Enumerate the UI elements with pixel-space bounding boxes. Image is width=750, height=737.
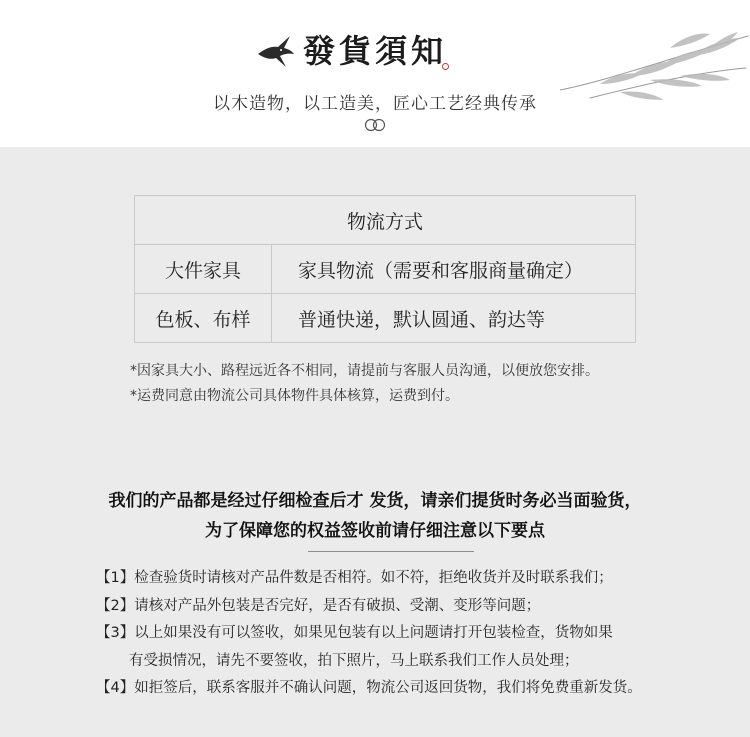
- list-item: 【2】请核对产品外包装是否完好，是否有破损、受潮、变形等问题；: [96, 597, 541, 614]
- notice-line-2: 为了保障您的权益签收前请仔细注意以下要点: [205, 521, 545, 541]
- table-row: [135, 294, 636, 343]
- double-ring-icon: [364, 118, 386, 132]
- seal-mark: [442, 63, 449, 70]
- table-cell-method: 普通快递，默认圆通、韵达等: [272, 294, 636, 343]
- table-cell-item: 色板、布样: [135, 294, 272, 343]
- checklist: [96, 565, 642, 703]
- table-heading: 物流方式: [135, 196, 636, 245]
- list-item: 【1】检查验货时请核对产品件数是否相符。如不符，拒绝收货并及时联系我们；: [96, 570, 613, 586]
- list-item: 【4】如拒签后，联系客服并不确认问题，物流公司返回货物，我们将免费重新发货。: [96, 680, 642, 696]
- note-line: *因家具大小、路程远近各不相同，请提前与客服人员沟通，以便放您安排。: [130, 363, 599, 379]
- table-cell-method: 家具物流（需要和客服商量确定）: [272, 245, 636, 294]
- table-header-row: [135, 196, 636, 245]
- list-item-continuation: 有受损情况，请先不要签收，拍下照片，马上联系我们工作人员处理；: [129, 652, 579, 669]
- page-subtitle: 以木造物，以工造美，匠心工艺经典传承: [213, 94, 537, 114]
- table-row: [135, 245, 636, 294]
- list-item: 【3】以上如果没有可以签收，如果见包装有以上问题请打开包装检查，货物如果: [96, 625, 613, 641]
- notice-line-1: 我们的产品都是经过仔细检查后才 发货，请亲们提货时务必当面验货，: [108, 491, 642, 511]
- table-cell-item: 大件家具: [135, 245, 272, 294]
- section-divider: [308, 551, 474, 552]
- logistics-table: [134, 195, 636, 343]
- shipping-notes: [130, 359, 599, 409]
- note-line: *运费同意由物流公司具体物件具体核算，运费到付。: [130, 388, 459, 404]
- page-title: 發貨須知: [302, 32, 447, 70]
- willow-branch-icon: [560, 28, 750, 118]
- inspection-notice: [0, 486, 750, 546]
- header-banner: [0, 0, 750, 147]
